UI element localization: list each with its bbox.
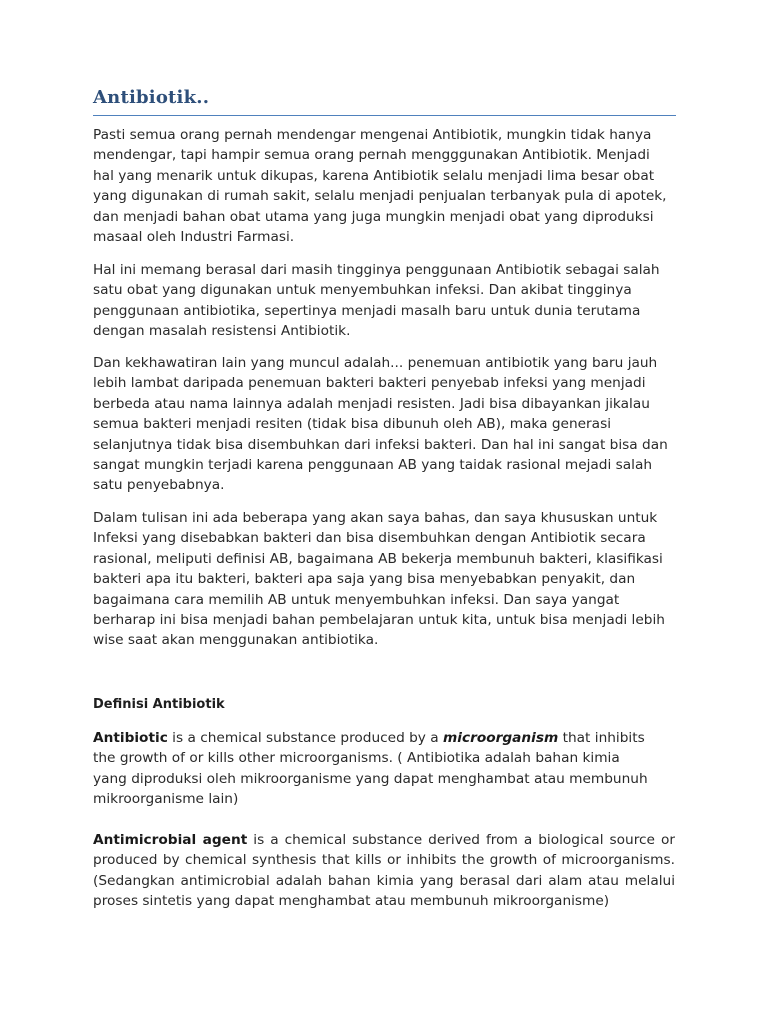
page-title: Antibiotik.. [93, 87, 210, 108]
term-antibiotic: Antibiotic [93, 730, 168, 746]
paragraph-resistance-concern: Dan kekhawatiran lain yang muncul adalah... penemuan antibiotik yang baru jauh lebih lambat daripada penemuan bakteri bakteri penyebab infeksi yang menjadi berbeda atau nama lainnya adalah menjadi resisten. Jadi bisa dibayankan jikalau semua bakteri menjadi resiten (tidak bisa dibunuh oleh AB), maka generasi selanjutnya tidak bisa disembuhkan dari infeksi bakteri. Dan hal ini sangat bisa dan sangat mungkin terjadi karena penggunaan AB yang taidak rasional mejadi salah satu penyebabnya. [93, 355, 668, 494]
definition-antimicrobial-text: is a chemical substance derived from a biological source or produced by chemical synthesis that kills or inhibits the growth of microorganisms. (Sedangkan antimicrobial adalah bahan kimia yang berasal dari alam atau melalui proses sintetis yang dapat menghambat atau membunuh mikroorganisme) [93, 832, 675, 910]
paragraph-intro: Pasti semua orang pernah mendengar mengenai Antibiotik, mungkin tidak hanya mendengar, tapi hampir semua orang pernah mengggunakan Antibiotik. Menjadi hal yang menarik untuk dikupas, karena Antibiotik selalu menjadi lima besar obat yang digunakan di rumah sakit, selalu menjadi penjualan terbanyak pula di apotek, dan menjadi bahan obat utama yang juga mungkin menjadi obat yang diproduksi masaal oleh Industri Farmasi. [93, 127, 667, 246]
title-underline-divider [93, 115, 676, 116]
term-microorganism: microorganism [443, 730, 559, 746]
definition-antimicrobial-agent [93, 830, 675, 912]
section-heading-definition: Definisi Antibiotik [93, 697, 225, 712]
definition-antibiotic-text-after: that inhibits the growth of or kills other microorganisms. ( Antibiotika adalah bahan kimia yang diproduksi oleh mikroorganisme yang dapat menghambat atau membunuh mikroorganisme lain) [93, 730, 648, 808]
paragraph-article-scope: Dalam tulisan ini ada beberapa yang akan saya bahas, dan saya khususkan untuk Infeksi yang disebabkan bakteri dan bisa disembuhkan dengan Antibiotik secara rasional, meliputi definisi AB, bagaimana AB bekerja membunuh bakteri, klasifikasi bakteri apa itu bakteri, bakteri apa saja yang bisa menyebabkan penyakit, dan bagaimana cara memilih AB untuk menyembuhkan infeksi. Dan saya yangat berharap ini bisa menjadi bahan pembelajaran untuk kita, untuk bisa menjadi lebih wise saat akan menggunakan antibiotika. [93, 510, 665, 649]
definition-antibiotic-text-before: is a chemical substance produced by a [167, 730, 443, 746]
definition-antibiotic [93, 728, 649, 810]
term-antimicrobial-agent: Antimicrobial agent [93, 832, 248, 848]
paragraph-usage: Hal ini memang berasal dari masih tingginya penggunaan Antibiotik sebagai salah satu obat yang digunakan untuk menyembuhkan infeksi. Dan akibat tingginya penggunaan antibiotika, sepertinya menjadi masalh baru untuk dunia terutama dengan masalah resistensi Antibiotik. [93, 262, 660, 340]
